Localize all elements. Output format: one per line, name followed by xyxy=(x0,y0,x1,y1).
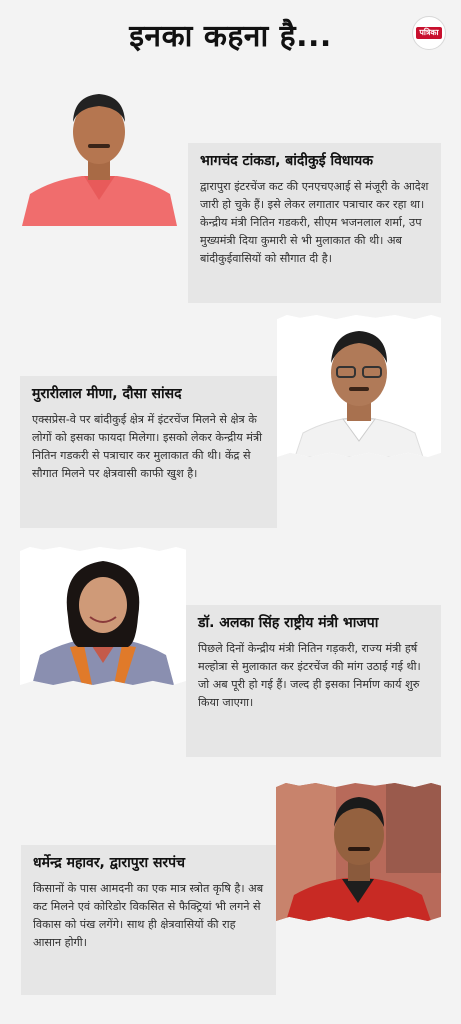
person-photo-icon xyxy=(277,315,441,457)
person-photo-icon xyxy=(20,547,186,685)
quote-text-3: पिछले दिनों केन्द्रीय मंत्री नितिन गड़करी, राज्य मंत्री हर्ष मल्होत्रा से मुलाकात कर इंटरचेंज की मांग उठाई गई थी। जो अब पूरी हो गई हैं। जल्द ही इसका निर्माण कार्य शुरु किया जाएगा। xyxy=(198,641,421,709)
quote-card-1 xyxy=(188,143,441,303)
quote-text-2: एक्सप्रेस-वे पर बांदीकुई क्षेत्र में इंटरचेंज मिलने से क्षेत्र के लोगों को इसका फायदा मिलेगा। इसको लेकर केन्द्रीय मंत्री नितिन गडकरी से पत्राचार कर मुलाकात की थी। केंद्र से सौगात मिलने पर क्षेत्रवासी काफी खुश है। xyxy=(32,412,263,480)
person-photo-icon xyxy=(276,783,441,921)
quote-card-3 xyxy=(186,605,441,757)
portrait-alka-singh xyxy=(20,547,186,685)
patrika-logo xyxy=(412,16,446,50)
quote-text-1: द्वारापुरा इंटरचेंज कट की एनएचएआई से मंजूरी के आदेश जारी हो चुके हैं। इसे लेकर लगातार पत्राचार कर रहा था। केन्द्रीय मंत्री नितिन गडकरी, सीएम भजनलाल शर्मा, उप मुख्यमंत्री दिया कुमारी से भी मुलाकात की थी। अब बांदीकुईवासियों को सौगात दी है। xyxy=(200,179,429,265)
page-title: इनका कहना है... xyxy=(129,19,332,54)
person-photo-icon xyxy=(22,84,177,226)
quote-card-2 xyxy=(20,376,277,528)
quote-text-4: किसानों के पास आमदनी का एक मात्र स्त्रोत कृषि है। अब कट मिलने एवं कोरिडोर विकसित से फैक्ट्रियां भी लगने से विकास को पंख लगेंगे। साथ ही क्षेत्रवासियों की राह आसान होगी। xyxy=(33,881,264,949)
quote-name-4: धर्मेन्द्र महावर, द्वारापुरा सरपंच xyxy=(33,855,185,871)
logo-badge: पत्रिका xyxy=(416,27,441,39)
portrait-bhagchand xyxy=(22,84,177,226)
quote-name-1: भागचंद टांकडा, बांदीकुई विधायक xyxy=(200,153,373,169)
quote-name-2: मुरारीलाल मीणा, दौसा सांसद xyxy=(32,386,182,402)
quote-card-4 xyxy=(21,845,276,995)
portrait-murarilal xyxy=(277,315,441,457)
quote-name-3: डॉ. अलका सिंह राष्ट्रीय मंत्री भाजपा xyxy=(198,615,379,631)
portrait-dharmendra xyxy=(276,783,441,921)
